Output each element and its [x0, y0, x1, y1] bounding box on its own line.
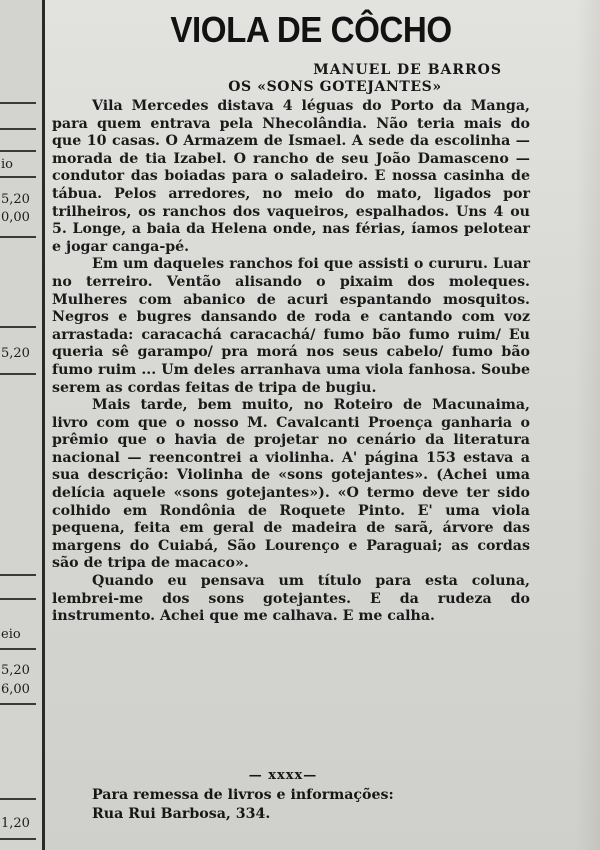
column-rule-line: [0, 373, 36, 375]
column-rule-line: [0, 150, 36, 152]
column-rule-line: [0, 703, 36, 705]
left-fragment-text: io: [1, 157, 13, 172]
column-title: OS «SONS GOTEJANTES»: [228, 79, 442, 95]
footer-note: Para remessa de livros e informações:: [92, 787, 394, 803]
left-fragment-text: 0,00: [1, 210, 30, 225]
column-rule-line: [0, 648, 36, 650]
article-paragraph: Vila Mercedes distava 4 léguas do Porto da Manga, para quem entrava pela Nhecolândia. Não teria mais do que 10 casas. O Armazem de Ismael. A sede da escolinha — morada de tia Izabel. O rancho de seu João Damasceno — condutor das boiadas para o saladeiro. E nossa casinha de tábua. Pelos arredores, no meio do mato, ligados por trilheiros, os ranchos dos vaqueiros, espalhados. Uns 4 ou 5. Longe, a baia da Helena onde, nas férias, íamos pelotear e jogar canga-pé.: [52, 98, 530, 255]
column-rule-line: [0, 128, 36, 130]
page-edge-shadow: [576, 0, 600, 850]
article-headline: VIOLA DE CÔCHO: [170, 9, 452, 50]
section-separator: — xxxx—: [248, 768, 318, 783]
left-column-fragment: [0, 0, 44, 850]
column-divider: [42, 0, 45, 850]
column-rule-line: [0, 838, 36, 840]
left-fragment-text: 5,20: [1, 346, 30, 361]
footer-address: Rua Rui Barbosa, 334.: [92, 806, 271, 822]
left-fragment-text: 5,20: [1, 192, 30, 207]
left-fragment-text: eio: [1, 627, 21, 642]
article-paragraph: Quando eu pensava um título para esta coluna, lembrei-me dos sons gotejantes. E da rudeza do instrumento. Achei que me calhava. E me calha.: [52, 573, 530, 625]
article-paragraph: Em um daqueles ranchos foi que assisti o cururu. Luar no terreiro. Ventão alisando o pixaim dos moleques. Mulheres com abanico de acuri espantando mosquitos. Negros e bugres dansando de roda e cantando com voz arrastada: caracachá caracachá/ fumo bão fumo ruim/ Eu queria sê garampo/ pra morá nos seus cabelo/ fumo bão fumo ruim ... Um deles arranhava uma viola fanhosa. Soube serem as cordas feitas de tripa de bugiu.: [52, 256, 530, 396]
column-rule-line: [0, 326, 36, 328]
left-fragment-text: 1,20: [1, 816, 30, 831]
column-rule-line: [0, 236, 36, 238]
column-rule-line: [0, 574, 36, 576]
column-rule-line: [0, 102, 36, 104]
left-fragment-text: 6,00: [1, 682, 30, 697]
article-paragraph: Mais tarde, bem muito, no Roteiro de Macunaima, livro com que o nosso M. Cavalcanti Proença ganharia o prêmio que o havia de projetar no cenário da literatura nacional — reencontrei a violinha. A' página 153 estava a sua descrição: Violinha de «sons gotejantes». (Achei uma delícia aquele «sons gotejantes»). «O termo deve ter sido colhido em Rondônia de Roquete Pinto. E' uma viola pequena, feita em geral de madeira de sarã, árvore das margens do Cuiabá, São Lourenço e Paraguai; as cordas são de tripa de macaco».: [52, 397, 530, 572]
column-rule-line: [0, 798, 36, 800]
article-body: [52, 98, 530, 626]
column-rule-line: [0, 598, 36, 600]
column-rule-line: [0, 176, 36, 178]
author-byline: MANUEL DE BARROS: [313, 62, 502, 78]
left-fragment-text: 5,20: [1, 663, 30, 678]
